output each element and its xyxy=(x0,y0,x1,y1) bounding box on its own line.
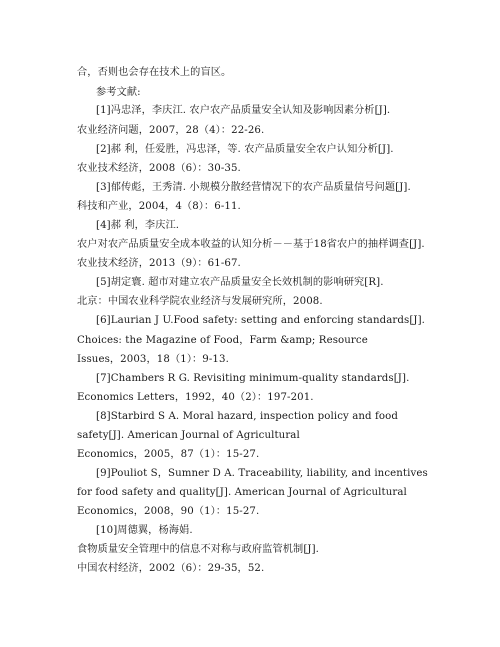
reference-line: 北京：中国农业科学院农业经济与发展研究所，2008. xyxy=(77,296,323,307)
reference-line: Economics Letters，1992，40（2）：197-201. xyxy=(77,392,314,403)
reference-line: [9]Pouliot S，Sumner D A. Traceability, liability, and incentives xyxy=(96,468,428,479)
reference-line: [10]周德翼，杨海娟. xyxy=(96,525,193,536)
reference-line: 农业技术经济，2008（6）：30-35. xyxy=(77,163,241,174)
text-line: 合，否则也会存在技术上的盲区。 xyxy=(77,67,232,78)
reference-line: [2]郝 利，任爱胜，冯忠泽，等. 农产品质量安全农户认知分析[J]. xyxy=(96,144,394,155)
reference-line: for food safety and quality[J]. American Journal of Agricultural xyxy=(77,487,407,498)
reference-line: Economics，2008，90（1）：15-27. xyxy=(77,506,260,517)
reference-line: 农业经济问题，2007，28（4）：22-26. xyxy=(77,125,265,136)
reference-line: [4]郝 利，李庆江. xyxy=(96,220,180,231)
reference-line: [3]郁传彪，王秀清. 小规模分散经营情况下的农产品质量信号问题[J]. xyxy=(96,182,411,193)
reference-line: [6]Laurian J U.Food safety: setting and enforcing standards[J]. xyxy=(96,315,426,326)
reference-line: Issues，2003，18（1）：9-13. xyxy=(77,354,229,365)
reference-line: [7]Chambers R G. Revisiting minimum-quality standards[J]. xyxy=(96,373,410,384)
reference-line: 科技和产业，2004，4（8）：6-11. xyxy=(77,201,241,212)
reference-line: [8]Starbird S A. Moral hazard, inspection policy and food xyxy=(96,411,398,422)
reference-line: 农户对农产品质量安全成本收益的认知分析－－基于18省农户的抽样调查[J]. xyxy=(77,239,425,250)
references-heading: 参考文献: xyxy=(96,87,141,98)
reference-line: [5]胡定寰. 超市对建立农产品质量安全长效机制的影响研究[R]. xyxy=(96,277,384,288)
reference-line: 中国农村经济，2002（6）：29-35，52. xyxy=(77,563,265,574)
reference-line: [1]冯忠泽，李庆江. 农户农产品质量安全认知及影响因素分析[J]. xyxy=(96,105,391,116)
reference-line: 食物质量安全管理中的信息不对称与政府监管机制[J]. xyxy=(77,544,319,555)
reference-line: Choices: the Magazine of Food，Farm &amp; Resource xyxy=(77,335,368,346)
reference-line: 农业技术经济，2013（9）：61-67. xyxy=(77,258,241,269)
reference-line: Economics，2005，87（1）：15-27. xyxy=(77,449,260,460)
reference-line: safety[J]. American Journal of Agricultural xyxy=(77,430,300,441)
